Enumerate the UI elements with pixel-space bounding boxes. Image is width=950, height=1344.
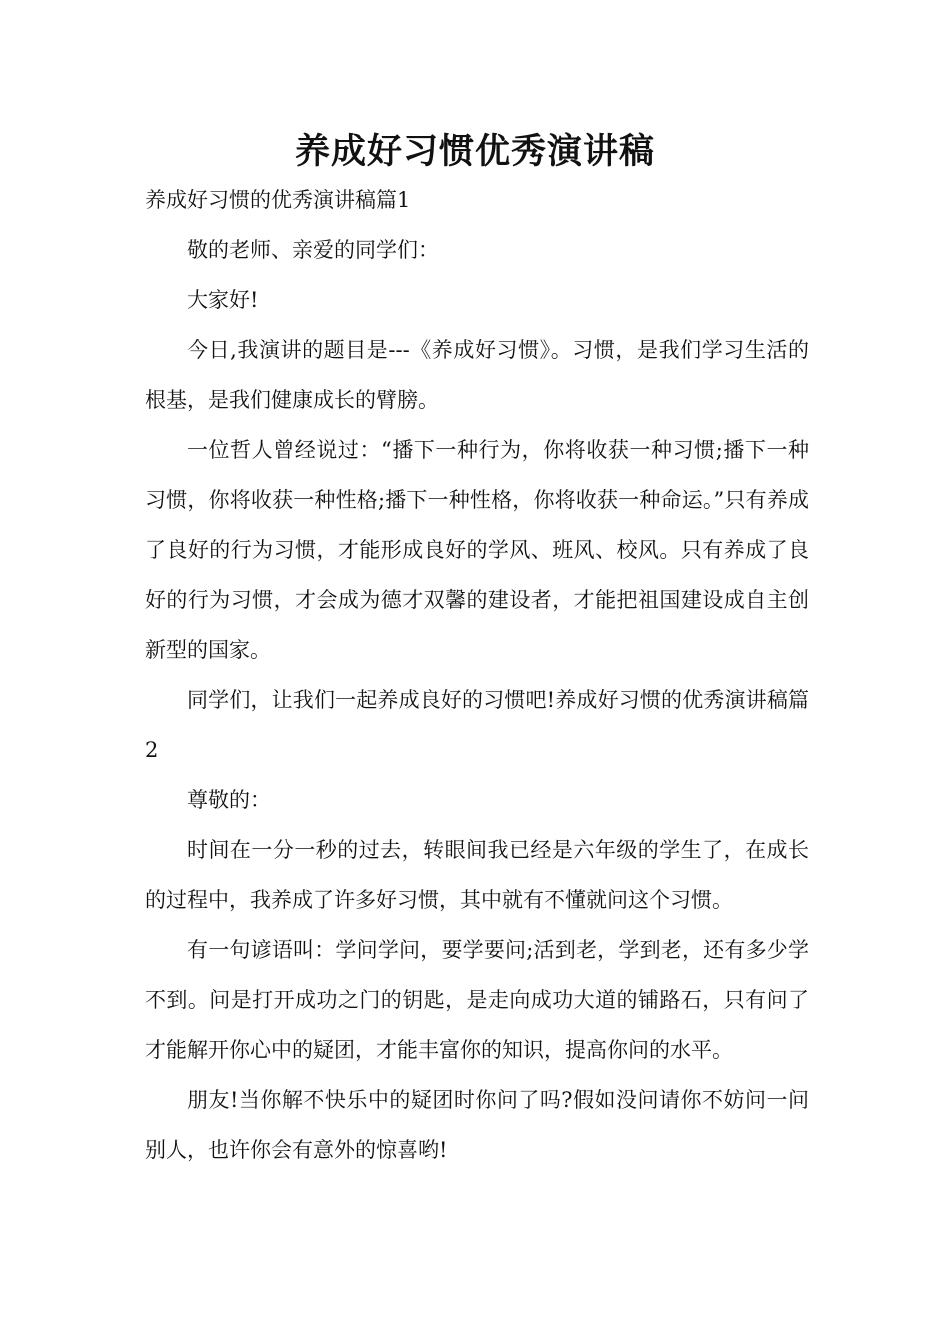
paragraph: 今日,我演讲的题目是---《养成好习惯》。习惯，是我们学习生活的根基，是我们健康成长的臂膀。 <box>145 338 809 412</box>
salutation: 尊敬的： <box>187 788 271 812</box>
paragraph: 一位哲人曾经说过：“播下一种行为，你将收获一种习惯;播下一种习惯，你将收获一种性格;播下一种性格，你将收获一种命运。”只有养成了良好的行为习惯，才能形成良好的学风、班风、校风。只有养成了良好的行为习惯，才会成为德才双馨的建设者，才能把祖国建设成自主创新型的国家。 <box>145 438 809 662</box>
paragraph: 时间在一分一秒的过去，转眼间我已经是六年级的学生了，在成长的过程中，我养成了许多好习惯，其中就有不懂就问这个习惯。 <box>145 838 809 912</box>
document-body <box>145 175 809 1175</box>
salutation: 敬的老师、亲爱的同学们： <box>187 238 439 262</box>
greeting: 大家好! <box>187 288 259 312</box>
section-heading: 养成好习惯的优秀演讲稿篇1 <box>145 188 411 212</box>
paragraph: 有一句谚语叫：学问学问，要学要问;活到老，学到老，还有多少学不到。问是打开成功之门的钥匙，是走向成功大道的铺路石，只有问了才能解开你心中的疑团，才能丰富你的知识，提高你问的水平。 <box>145 938 809 1062</box>
document-title: 养成好习惯优秀演讲稿 <box>294 132 655 172</box>
paragraph: 朋友!当你解不快乐中的疑团时你问了吗?假如没问请你不妨问一问别人，也许你会有意外的惊喜哟! <box>145 1088 809 1162</box>
paragraph: 同学们，让我们一起养成良好的习惯吧!养成好习惯的优秀演讲稿篇2 <box>145 688 809 762</box>
